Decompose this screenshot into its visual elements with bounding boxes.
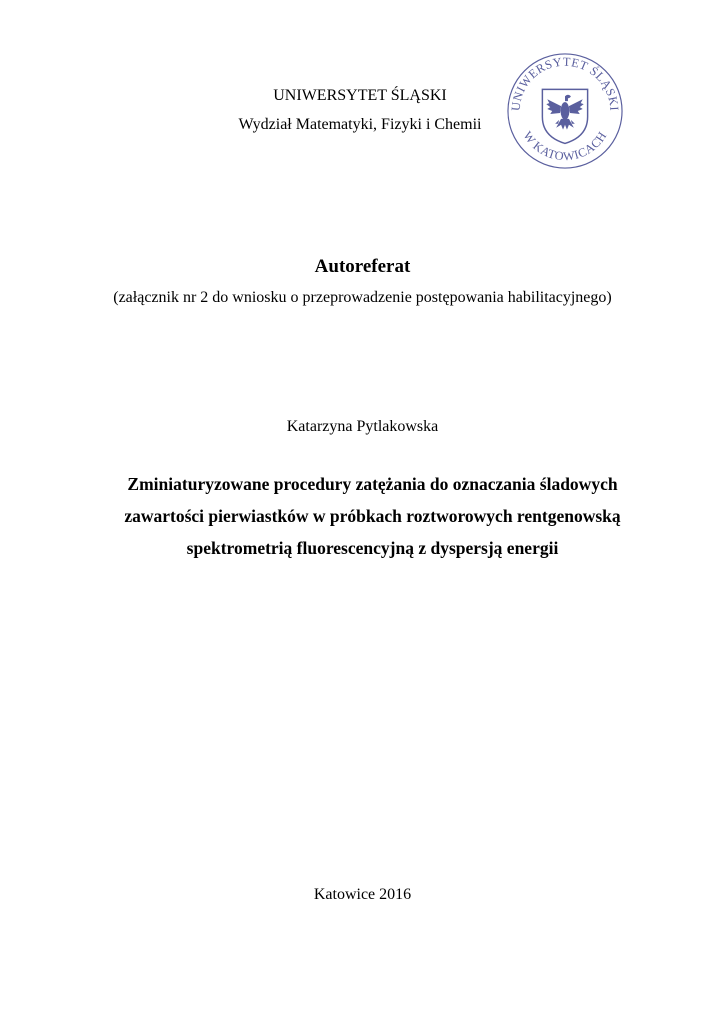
- eagle-icon: [546, 95, 583, 130]
- thesis-title: [100, 468, 645, 564]
- thesis-title-line: Zminiaturyzowane procedury zatężania do oznaczania śladowych: [127, 474, 618, 494]
- university-name: UNIWERSYTET ŚLĄSKI: [273, 87, 447, 104]
- university-seal-icon: [506, 52, 624, 170]
- thesis-title-line: spektrometrią fluorescencyjną z dyspersją energii: [186, 538, 559, 558]
- author-name: Katarzyna Pytlakowska: [286, 418, 439, 435]
- document-title: Autoreferat: [314, 256, 411, 277]
- seal-top-text: UNIWERSYTET ŚLĄSKI: [508, 54, 622, 112]
- faculty-name: Wydział Matematyki, Fizyki i Chemii: [238, 116, 482, 133]
- thesis-title-line: zawartości pierwiastków w próbkach roztworowych rentgenowską: [124, 506, 621, 526]
- seal-bottom-text: W KATOWICACH: [520, 128, 610, 164]
- place-and-date: Katowice 2016: [313, 886, 412, 903]
- document-subtitle: (załącznik nr 2 do wniosku o przeprowadzenie postępowania habilitacyjnego): [113, 289, 612, 306]
